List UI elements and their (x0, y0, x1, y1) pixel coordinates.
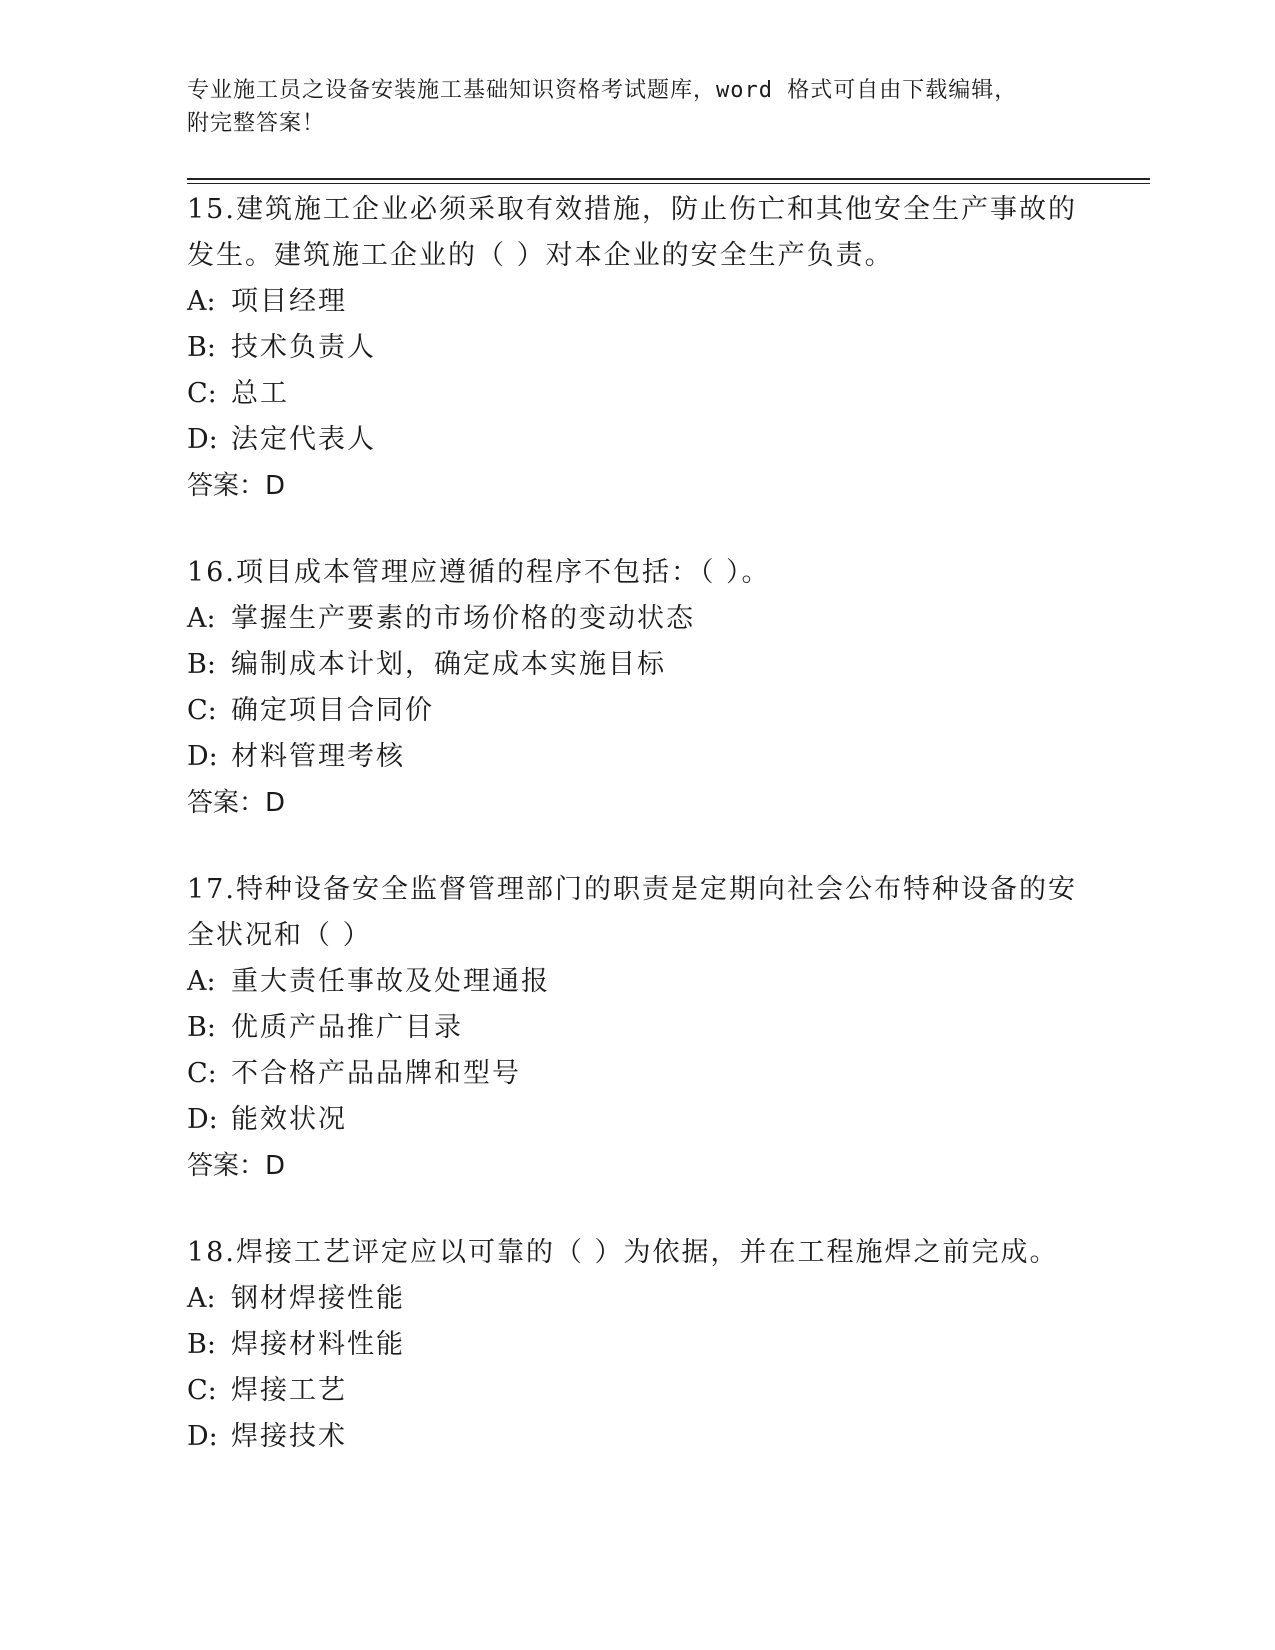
option-letter: B: (187, 1012, 216, 1043)
option-b (187, 325, 1087, 371)
option-b (187, 642, 1087, 688)
header-divider-thin (187, 183, 1150, 184)
option-text: 不合格产品品牌和型号 (231, 1058, 521, 1089)
stem-line-1: 项目成本管理应遵循的程序不包括：（ ）。 (235, 557, 771, 588)
header-divider-thick (187, 178, 1150, 180)
option-letter: D: (187, 1104, 218, 1135)
option-c (187, 1051, 1087, 1097)
option-d (187, 734, 1087, 780)
option-d (187, 1097, 1087, 1143)
option-text: 能效状况 (231, 1104, 347, 1135)
option-text: 总工 (231, 378, 289, 409)
option-letter: D: (187, 424, 218, 455)
option-text: 技术负责人 (231, 332, 376, 363)
option-letter: A: (187, 286, 216, 317)
stem-line-1: 特种设备安全监督管理部门的职责是定期向社会公布特种设备的安 (235, 874, 1077, 905)
option-letter: B: (187, 649, 216, 680)
option-text: 法定代表人 (231, 424, 376, 455)
question-number: 18. (187, 1237, 236, 1268)
stem-line-2: 全状况和（ ） (187, 920, 372, 951)
option-text: 钢材焊接性能 (231, 1283, 405, 1314)
option-a (187, 959, 1087, 1005)
question-16 (187, 550, 1087, 826)
option-letter: C: (187, 378, 217, 409)
option-b (187, 1322, 1087, 1368)
question-18 (187, 1230, 1087, 1460)
option-letter: C: (187, 695, 217, 726)
option-letter: D: (187, 1421, 218, 1452)
option-letter: C: (187, 1375, 217, 1406)
option-letter: A: (187, 966, 216, 997)
option-text: 优质产品推广目录 (231, 1012, 463, 1043)
header-line-2: 附完整答案！ (187, 111, 326, 136)
header-line-1: 专业施工员之设备安装施工基础知识资格考试题库，word 格式可自由下载编辑， (187, 78, 1018, 103)
option-text: 项目经理 (231, 286, 347, 317)
question-stem (187, 1230, 1087, 1276)
question-stem (187, 867, 1087, 913)
question-15 (187, 187, 1087, 509)
option-text: 材料管理考核 (231, 741, 405, 772)
answer-text: 答案：D (187, 471, 286, 501)
option-text: 焊接材料性能 (231, 1329, 405, 1360)
option-letter: A: (187, 1283, 216, 1314)
answer-text: 答案：D (187, 1151, 286, 1181)
option-a (187, 596, 1087, 642)
question-17 (187, 867, 1087, 1189)
option-text: 掌握生产要素的市场价格的变动状态 (231, 603, 695, 634)
option-a (187, 279, 1087, 325)
option-letter: A: (187, 603, 216, 634)
answer-text: 答案：D (187, 788, 286, 818)
option-a (187, 1276, 1087, 1322)
question-number: 16. (187, 557, 236, 588)
stem-line-1: 建筑施工企业必须采取有效措施，防止伤亡和其他安全生产事故的 (235, 194, 1077, 225)
question-stem (187, 550, 1087, 596)
option-letter: B: (187, 332, 216, 363)
option-text: 重大责任事故及处理通报 (231, 966, 550, 997)
stem-line-1: 焊接工艺评定应以可靠的（ ）为依据，并在工程施焊之前完成。 (235, 1237, 1059, 1268)
question-stem (187, 187, 1087, 233)
option-c (187, 1368, 1087, 1414)
question-number: 17. (187, 874, 236, 905)
document-header (187, 74, 1087, 140)
question-number: 15. (187, 194, 236, 225)
option-b (187, 1005, 1087, 1051)
option-d (187, 1414, 1087, 1460)
option-text: 焊接技术 (231, 1421, 347, 1452)
option-c (187, 371, 1087, 417)
stem-line-2: 发生。建筑施工企业的（ ）对本企业的安全生产负责。 (187, 240, 894, 271)
option-text: 焊接工艺 (231, 1375, 347, 1406)
option-d (187, 417, 1087, 463)
option-letter: B: (187, 1329, 216, 1360)
option-c (187, 688, 1087, 734)
option-letter: D: (187, 741, 218, 772)
option-text: 确定项目合同价 (231, 695, 434, 726)
option-letter: C: (187, 1058, 217, 1089)
option-text: 编制成本计划，确定成本实施目标 (231, 649, 666, 680)
